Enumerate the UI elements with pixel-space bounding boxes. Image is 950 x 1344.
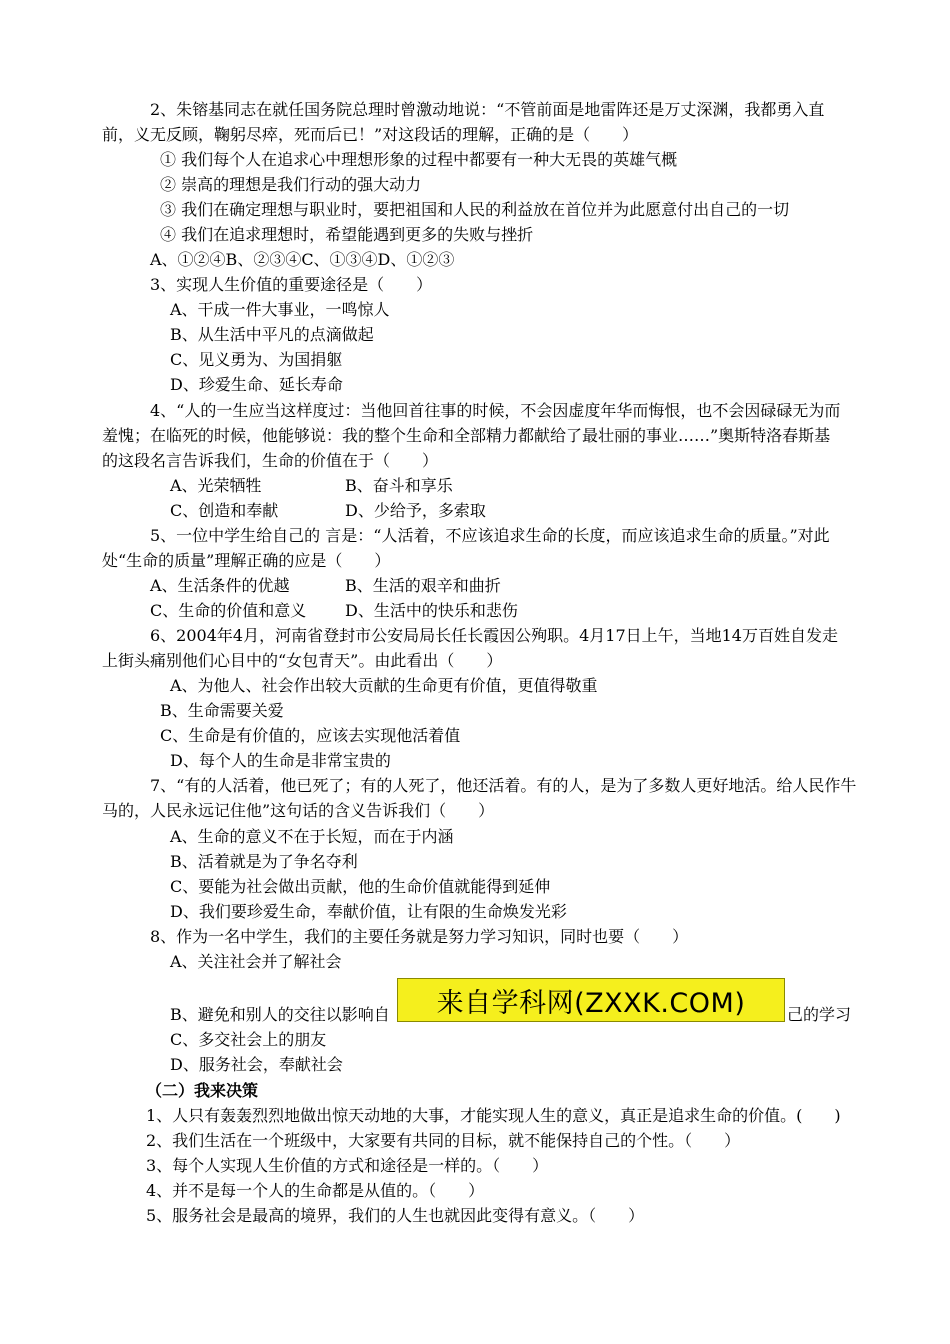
q4-option-a: A、光荣牺牲 [170,476,262,495]
q8-option-d: D、服务社会，奉献社会 [170,1055,343,1074]
watermark-text: 来自学科网(ZXXK.COM) [436,987,746,1019]
q2-option-4: ④ 我们在追求理想时，希望能遇到更多的失败与挫折 [160,225,534,244]
q4-option-d: D、少给予，多索取 [345,501,486,520]
section2-item-5: 5、服务社会是最高的境界，我们的人生也就因此变得有意义。（ ） [146,1206,645,1225]
q7-option-c: C、要能为社会做出贡献，他的生命价值就能得到延伸 [170,877,551,896]
section2-item-2: 2、我们生活在一个班级中，大家要有共同的目标，就不能保持自己的个性。（ ） [146,1131,741,1150]
q2-option-1: ① 我们每个人在追求心中理想形象的过程中都要有一种大无畏的英雄气概 [160,150,678,169]
q5-stem-line2: 处“生命的质量”理解正确的应是（ ） [102,551,391,570]
q5-option-a: A、生活条件的优越 [150,576,290,595]
q5-stem-line1: 5、一位中学生给自己的 言是：“人活着，不应该追求生命的长度，而应该追求生命的质量。”对此 [150,526,830,545]
q2-stem-line2: 前，义无反顾，鞠躬尽瘁，死而后已！”对这段话的理解，正确的是（ ） [102,125,639,144]
q2-option-3: ③ 我们在确定理想与职业时，要把祖国和人民的利益放在首位并为此愿意付出自己的一切 [160,200,790,219]
q7-stem-line1: 7、“有的人活着，他已死了；有的人死了，他还活着。有的人，是为了多数人更好地活。给人民作牛 [150,776,857,795]
q4-stem-line1: 4、“人的一生应当这样度过：当他回首往事的时候，不会因虚度年华而悔恨，也不会因碌碌无为而 [150,401,841,420]
section2-title: （二）我来决策 [146,1081,259,1100]
q5-option-d: D、生活中的快乐和悲伤 [345,601,518,620]
q7-option-b: B、活着就是为了争名夺利 [170,852,358,871]
q7-option-d: D、我们要珍爱生命，奉献价值，让有限的生命焕发光彩 [170,902,567,921]
section2-item-3: 3、每个人实现人生价值的方式和途径是一样的。（ ） [146,1156,549,1175]
q7-option-a: A、生命的意义不在于长短，而在于内涵 [170,827,454,846]
q8-option-b-left: B、避免和别人的交往以影响自 [170,1005,390,1024]
q7-stem-line2: 马的，人民永远记住他”这句话的含义告诉我们（ ） [102,801,495,820]
q4-option-c: C、创造和奉献 [170,501,279,520]
q3-option-b: B、从生活中平凡的点滴做起 [170,325,374,344]
q3-option-a: A、干成一件大事业，一鸣惊人 [170,300,390,319]
q4-stem-line3: 的这段名言告诉我们，生命的价值在于（ ） [102,451,439,470]
q3-option-d: D、珍爱生命、延长寿命 [170,375,343,394]
section2-item-1: 1、人只有轰轰烈烈地做出惊天动地的大事，才能实现人生的意义，真正是追求生命的价值。( ) [146,1106,841,1125]
q4-stem-line2: 羞愧；在临死的时候，他能够说：我的整个生命和全部精力都献给了最壮丽的事业……”奥斯特洛春斯基 [102,426,831,445]
q2-stem-line1: 2、朱镕基同志在就任国务院总理时曾激动地说：“不管前面是地雷阵还是万丈深渊，我都勇入直 [150,100,825,119]
q6-option-c: C、生命是有价值的，应该去实现他活着值 [160,726,461,745]
q5-option-c: C、生命的价值和意义 [150,601,307,620]
q6-stem-line1: 6、2004年4月，河南省登封市公安局局长任长霞因公殉职。4月17日上午，当地14万百姓自发走 [150,626,838,645]
q4-option-b: B、奋斗和享乐 [345,476,453,495]
q3-option-c: C、见义勇为、为国捐躯 [170,350,343,369]
q6-stem-line2: 上街头痛别他们心目中的“女包青天”。由此看出（ ） [102,651,503,670]
q6-option-b: B、生命需要关爱 [160,701,284,720]
q8-option-c: C、多交社会上的朋友 [170,1030,327,1049]
watermark-banner [397,978,785,1022]
q2-choices: A、①②④B、②③④C、①③④D、①②③ [150,250,455,269]
q6-option-d: D、每个人的生命是非常宝贵的 [170,751,391,770]
q8-option-a: A、关注社会并了解社会 [170,952,342,971]
q2-option-2: ② 崇高的理想是我们行动的强大动力 [160,175,422,194]
q6-option-a: A、为他人、社会作出较大贡献的生命更有价值，更值得敬重 [170,676,598,695]
q8-stem: 8、作为一名中学生，我们的主要任务就是努力学习知识，同时也要（ ） [150,927,689,946]
section2-item-4: 4、并不是每一个人的生命都是从值的。（ ） [146,1181,485,1200]
q3-stem: 3、实现人生价值的重要途径是（ ） [150,275,433,294]
q8-option-b-right: 己的学习 [787,1005,852,1024]
q5-option-b: B、生活的艰辛和曲折 [345,576,501,595]
